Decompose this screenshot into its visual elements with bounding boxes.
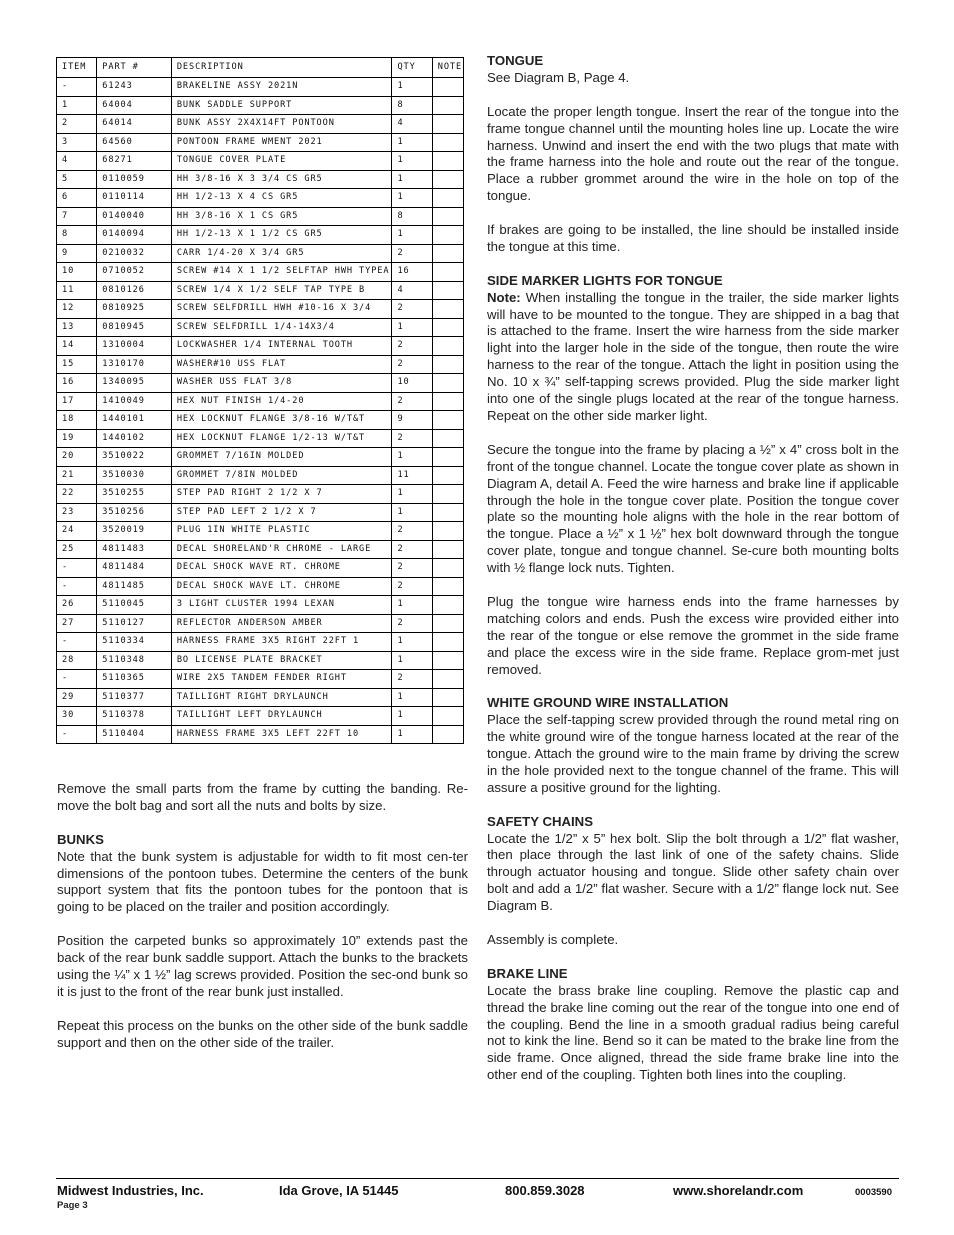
note-cell — [432, 429, 463, 448]
item-cell: 13 — [57, 318, 97, 337]
qty-cell: 1 — [392, 133, 432, 152]
item-cell: 24 — [57, 522, 97, 541]
description-cell: HEX LOCKNUT FLANGE 3/8-16 W/T&T — [171, 411, 392, 430]
qty-cell: 2 — [392, 392, 432, 411]
header-item: ITEM — [57, 58, 97, 78]
safety-chains-paragraph: Locate the 1/2” x 5” hex bolt. Slip the bolt through a 1/2” flat washer, then place through the last link of one of the safety chains. Slide through actuator housing and tongue. Slide other safety chain over bolt and add a 1/2” flat washer. Secure with a 1/2” flange lock nut. See Diagram B. — [487, 830, 899, 914]
part-number-cell: 0110059 — [97, 170, 172, 189]
table-row — [57, 281, 464, 300]
table-row — [57, 115, 464, 134]
table-row — [57, 318, 464, 337]
part-number-cell: 0210032 — [97, 244, 172, 263]
description-cell: SCREW SELFDRILL HWH #10-16 X 3/4 — [171, 300, 392, 319]
qty-cell: 10 — [392, 374, 432, 393]
item-cell: 17 — [57, 392, 97, 411]
table-row — [57, 485, 464, 504]
tongue-paragraph-1: Locate the proper length tongue. Insert the rear of the tongue into the frame tongue channel until the mounting holes line up. Locate the wire harness. Unwind and insert the end with the two plugs that mate with the frame harness into the hole and route out the rear of the tongue. Place a rubber grommet around the wire in the hole on top of the tongue. — [487, 103, 899, 204]
qty-cell: 1 — [392, 651, 432, 670]
side-marker-paragraph-2: Secure the tongue into the frame by placing a ½” x 4” cross bolt in the front of the tongue channel. Locate the tongue cover plate as shown in Diagram A, detail A. Feed the wire harness and brake line if applicable through the hole in the tongue cover plate. Position the tongue cover plate so the mounting hole aligns with the hole in the rear bottom of the tongue. Place a ½” x 1 ½” hex bolt downward through the tongue cover plate, tongue and tongue channel. Se-cure both mounting bolts with ½ flange lock nuts. Tighten. — [487, 441, 899, 576]
item-cell: 22 — [57, 485, 97, 504]
part-number-cell: 4811485 — [97, 577, 172, 596]
note-cell — [432, 707, 463, 726]
table-row — [57, 300, 464, 319]
qty-cell: 2 — [392, 337, 432, 356]
table-row — [57, 651, 464, 670]
note-cell — [432, 318, 463, 337]
item-cell: 1 — [57, 96, 97, 115]
description-cell: BUNK ASSY 2X4X14FT PONTOON — [171, 115, 392, 134]
part-number-cell: 68271 — [97, 152, 172, 171]
note-cell — [432, 614, 463, 633]
item-cell: 29 — [57, 688, 97, 707]
note-cell — [432, 263, 463, 282]
description-cell: DECAL SHORELAND'R CHROME - LARGE — [171, 540, 392, 559]
table-row — [57, 448, 464, 467]
item-cell: 16 — [57, 374, 97, 393]
brake-line-paragraph: Locate the brass brake line coupling. Remove the plastic cap and thread the brake line coming out the rear of the tongue into one end of the coupling. Bend the line in a smooth gradual radius being careful not to kink the line. Bend so it can be mated to the brake line from the side frame. Once aligned, thread the side frame brake line into the other end of the coupling. Tighten both lines into the coupling. — [487, 982, 899, 1083]
note-cell — [432, 651, 463, 670]
part-number-cell: 1440101 — [97, 411, 172, 430]
item-cell: 14 — [57, 337, 97, 356]
qty-cell: 2 — [392, 577, 432, 596]
table-row — [57, 540, 464, 559]
tongue-diagram-ref: See Diagram B, Page 4. — [487, 69, 630, 85]
qty-cell: 2 — [392, 614, 432, 633]
qty-cell: 1 — [392, 707, 432, 726]
table-row — [57, 355, 464, 374]
description-cell: SCREW SELFDRILL 1/4-14X3/4 — [171, 318, 392, 337]
item-cell: - — [57, 78, 97, 97]
table-row — [57, 96, 464, 115]
description-cell: BUNK SADDLE SUPPORT — [171, 96, 392, 115]
note-cell — [432, 411, 463, 430]
item-cell: 27 — [57, 614, 97, 633]
item-cell: 23 — [57, 503, 97, 522]
note-cell — [432, 577, 463, 596]
page-number: Page 3 — [57, 1200, 88, 1211]
qty-cell: 8 — [392, 96, 432, 115]
bunks-paragraph-1: Note that the bunk system is adjustable for width to fit most cen-ter dimensions of the pontoon tubes. Determine the centers of the bunk support system that fits the pontoon tubes for the pontoon that is going to be placed on the trailer and position accordingly. — [57, 848, 468, 915]
qty-cell: 8 — [392, 207, 432, 226]
item-cell: 6 — [57, 189, 97, 208]
part-number-cell: 0710052 — [97, 263, 172, 282]
qty-cell: 2 — [392, 670, 432, 689]
item-cell: 10 — [57, 263, 97, 282]
description-cell: 3 LIGHT CLUSTER 1994 LEXAN — [171, 596, 392, 615]
description-cell: LOCKWASHER 1/4 INTERNAL TOOTH — [171, 337, 392, 356]
note-label: Note: — [487, 289, 521, 305]
description-cell: HARNESS FRAME 3X5 LEFT 22FT 10 — [171, 725, 392, 744]
bunks-paragraph-2: Position the carpeted bunks so approximately 10” extends past the back of the rear bunk saddle support. Attach the bunks to the brackets using the ¼” x 1 ½” lag screws provided. Position the sec-ond bunk so it is just to the front of the rear bunk just installed. — [57, 933, 468, 999]
item-cell: - — [57, 725, 97, 744]
item-cell: - — [57, 577, 97, 596]
qty-cell: 4 — [392, 115, 432, 134]
part-number-cell: 3510255 — [97, 485, 172, 504]
footer-city: Ida Grove, IA 51445 — [279, 1183, 399, 1198]
description-cell: CARR 1/4-20 X 3/4 GR5 — [171, 244, 392, 263]
header-qty: QTY — [392, 58, 432, 78]
description-cell: STEP PAD LEFT 2 1/2 X 7 — [171, 503, 392, 522]
note-cell — [432, 503, 463, 522]
right-text-column — [487, 53, 899, 1101]
qty-cell: 2 — [392, 429, 432, 448]
safety-chains-heading: SAFETY CHAINS — [487, 813, 594, 829]
description-cell: HH 3/8-16 X 3 3/4 CS GR5 — [171, 170, 392, 189]
note-cell — [432, 448, 463, 467]
item-cell: 8 — [57, 226, 97, 245]
tongue-heading: TONGUE — [487, 53, 544, 68]
note-cell — [432, 392, 463, 411]
table-row — [57, 244, 464, 263]
item-cell: 15 — [57, 355, 97, 374]
header-note: NOTE — [432, 58, 463, 78]
note-cell — [432, 485, 463, 504]
description-cell: PLUG 1IN WHITE PLASTIC — [171, 522, 392, 541]
side-marker-heading: SIDE MARKER LIGHTS FOR TONGUE — [487, 272, 723, 288]
part-number-cell: 0140094 — [97, 226, 172, 245]
description-cell: GROMMET 7/8IN MOLDED — [171, 466, 392, 485]
part-number-cell: 5110365 — [97, 670, 172, 689]
table-row — [57, 559, 464, 578]
table-row — [57, 263, 464, 282]
part-number-cell: 61243 — [97, 78, 172, 97]
bunks-paragraph-3: Repeat this process on the bunks on the other side of the bunk saddle support and then on the other side of the trailer. — [57, 1017, 468, 1050]
qty-cell: 1 — [392, 688, 432, 707]
item-cell: 28 — [57, 651, 97, 670]
description-cell: TONGUE COVER PLATE — [171, 152, 392, 171]
note-cell — [432, 300, 463, 319]
description-cell: BO LICENSE PLATE BRACKET — [171, 651, 392, 670]
description-cell: DECAL SHOCK WAVE RT. CHROME — [171, 559, 392, 578]
description-cell: WASHER USS FLAT 3/8 — [171, 374, 392, 393]
item-cell: 4 — [57, 152, 97, 171]
description-cell: BRAKELINE ASSY 2021N — [171, 78, 392, 97]
table-row — [57, 503, 464, 522]
qty-cell: 2 — [392, 300, 432, 319]
table-row — [57, 152, 464, 171]
part-number-cell: 5110377 — [97, 688, 172, 707]
item-cell: 2 — [57, 115, 97, 134]
table-row — [57, 466, 464, 485]
part-number-cell: 64004 — [97, 96, 172, 115]
note-cell — [432, 244, 463, 263]
note-cell — [432, 337, 463, 356]
part-number-cell: 64560 — [97, 133, 172, 152]
note-cell — [432, 78, 463, 97]
qty-cell: 1 — [392, 448, 432, 467]
description-cell: HEX LOCKNUT FLANGE 1/2-13 W/T&T — [171, 429, 392, 448]
intro-paragraph: Remove the small parts from the frame by cutting the banding. Re-move the bolt bag and sort all the nuts and bolts by size. — [57, 781, 468, 813]
qty-cell: 1 — [392, 170, 432, 189]
note-cell — [432, 189, 463, 208]
item-cell: 11 — [57, 281, 97, 300]
description-cell: HH 3/8-16 X 1 CS GR5 — [171, 207, 392, 226]
table-row — [57, 522, 464, 541]
table-row — [57, 670, 464, 689]
footer-phone: 800.859.3028 — [505, 1183, 585, 1198]
note-cell — [432, 466, 463, 485]
table-row — [57, 133, 464, 152]
brake-line-heading: BRAKE LINE — [487, 965, 568, 981]
part-number-cell: 0110114 — [97, 189, 172, 208]
description-cell: TAILLIGHT RIGHT DRYLAUNCH — [171, 688, 392, 707]
description-cell: PONTOON FRAME WMENT 2021 — [171, 133, 392, 152]
part-number-cell: 5110404 — [97, 725, 172, 744]
part-number-cell: 5110348 — [97, 651, 172, 670]
part-number-cell: 1310004 — [97, 337, 172, 356]
part-number-cell: 5110045 — [97, 596, 172, 615]
qty-cell: 1 — [392, 633, 432, 652]
table-row — [57, 411, 464, 430]
side-marker-paragraph-1 — [487, 290, 899, 425]
part-number-cell: 0810126 — [97, 281, 172, 300]
item-cell: - — [57, 633, 97, 652]
note-cell — [432, 670, 463, 689]
footer-doc-code: 0003590 — [855, 1187, 892, 1198]
footer-company: Midwest Industries, Inc. — [57, 1183, 204, 1198]
item-cell: 19 — [57, 429, 97, 448]
item-cell: 3 — [57, 133, 97, 152]
description-cell: REFLECTOR ANDERSON AMBER — [171, 614, 392, 633]
qty-cell: 11 — [392, 466, 432, 485]
qty-cell: 1 — [392, 503, 432, 522]
note-cell — [432, 115, 463, 134]
description-cell: HH 1/2-13 X 4 CS GR5 — [171, 189, 392, 208]
qty-cell: 2 — [392, 559, 432, 578]
part-number-cell: 3520019 — [97, 522, 172, 541]
qty-cell: 2 — [392, 355, 432, 374]
note-cell — [432, 133, 463, 152]
item-cell: 7 — [57, 207, 97, 226]
item-cell: 20 — [57, 448, 97, 467]
table-row — [57, 633, 464, 652]
tongue-paragraph-2: If brakes are going to be installed, the line should be installed inside the tongue at this time. — [487, 222, 899, 254]
part-number-cell: 5110334 — [97, 633, 172, 652]
table-row — [57, 614, 464, 633]
qty-cell: 1 — [392, 152, 432, 171]
parts-table-body — [57, 78, 464, 744]
part-number-cell: 1440102 — [97, 429, 172, 448]
header-part-number: PART # — [97, 58, 172, 78]
table-row — [57, 688, 464, 707]
table-row — [57, 577, 464, 596]
part-number-cell: 3510022 — [97, 448, 172, 467]
item-cell: 9 — [57, 244, 97, 263]
qty-cell: 4 — [392, 281, 432, 300]
table-row — [57, 207, 464, 226]
item-cell: 26 — [57, 596, 97, 615]
note-cell — [432, 152, 463, 171]
part-number-cell: 64014 — [97, 115, 172, 134]
part-number-cell: 3510256 — [97, 503, 172, 522]
qty-cell: 1 — [392, 189, 432, 208]
ground-wire-paragraph: Place the self-tapping screw provided through the round metal ring on the white ground wire of the tongue harness located at the rear of the tongue. Attach the ground wire to the main frame by driving the screw in the hole provided next to the tongue channel of the frame. This will assure a positive ground for the lighting. — [487, 712, 899, 795]
item-cell: 5 — [57, 170, 97, 189]
qty-cell: 2 — [392, 244, 432, 263]
header-description: DESCRIPTION — [171, 58, 392, 78]
item-cell: - — [57, 559, 97, 578]
part-number-cell: 5110378 — [97, 707, 172, 726]
assembly-complete-text: Assembly is complete. — [487, 932, 619, 947]
item-cell: - — [57, 670, 97, 689]
part-number-cell: 0810945 — [97, 318, 172, 337]
qty-cell: 16 — [392, 263, 432, 282]
footer-divider — [56, 1178, 899, 1179]
note-cell — [432, 540, 463, 559]
qty-cell: 1 — [392, 485, 432, 504]
table-row — [57, 337, 464, 356]
parts-list-table — [56, 57, 464, 744]
note-cell — [432, 559, 463, 578]
note-cell — [432, 207, 463, 226]
footer-website: www.shorelandr.com — [673, 1183, 804, 1198]
table-row — [57, 170, 464, 189]
bunks-heading: BUNKS — [57, 831, 104, 847]
qty-cell: 1 — [392, 596, 432, 615]
table-row — [57, 78, 464, 97]
description-cell: GROMMET 7/16IN MOLDED — [171, 448, 392, 467]
description-cell: STEP PAD RIGHT 2 1/2 X 7 — [171, 485, 392, 504]
qty-cell: 1 — [392, 78, 432, 97]
note-cell — [432, 633, 463, 652]
qty-cell: 1 — [392, 318, 432, 337]
qty-cell: 9 — [392, 411, 432, 430]
part-number-cell: 4811483 — [97, 540, 172, 559]
left-text-column — [57, 781, 468, 1068]
table-row — [57, 226, 464, 245]
table-row — [57, 596, 464, 615]
note-cell — [432, 226, 463, 245]
description-cell: SCREW 1/4 X 1/2 SELF TAP TYPE B — [171, 281, 392, 300]
table-row — [57, 189, 464, 208]
part-number-cell: 0810925 — [97, 300, 172, 319]
note-cell — [432, 170, 463, 189]
item-cell: 25 — [57, 540, 97, 559]
note-cell — [432, 374, 463, 393]
side-marker-note-text: When installing the tongue in the trailer, the side marker lights will have to be mounted to the tongue. They are shipped in a bag that is attached to the frame. Insert the wire harness from the side marker light into the larger hole in the side of the tongue, then route the wire harness to the rear of the tongue. Attach the light in position using the No. 10 x ¾” self-tapping screws provided. Plug the side marker light into one of the single plugs located at the rear of the tongue harness. Repeat on the other side marker light. — [487, 289, 899, 423]
part-number-cell: 3510030 — [97, 466, 172, 485]
description-cell: SCREW #14 X 1 1/2 SELFTAP HWH TYPEA — [171, 263, 392, 282]
note-cell — [432, 725, 463, 744]
part-number-cell: 5110127 — [97, 614, 172, 633]
item-cell: 18 — [57, 411, 97, 430]
qty-cell: 1 — [392, 725, 432, 744]
part-number-cell: 1310170 — [97, 355, 172, 374]
item-cell: 30 — [57, 707, 97, 726]
description-cell: WIRE 2X5 TANDEM FENDER RIGHT — [171, 670, 392, 689]
table-row — [57, 374, 464, 393]
qty-cell: 2 — [392, 522, 432, 541]
item-cell: 12 — [57, 300, 97, 319]
note-cell — [432, 596, 463, 615]
part-number-cell: 0140040 — [97, 207, 172, 226]
description-cell: HEX NUT FINISH 1/4-20 — [171, 392, 392, 411]
table-row — [57, 707, 464, 726]
table-row — [57, 429, 464, 448]
note-cell — [432, 281, 463, 300]
description-cell: HARNESS FRAME 3X5 RIGHT 22FT 1 — [171, 633, 392, 652]
description-cell: TAILLIGHT LEFT DRYLAUNCH — [171, 707, 392, 726]
part-number-cell: 4811484 — [97, 559, 172, 578]
note-cell — [432, 688, 463, 707]
note-cell — [432, 96, 463, 115]
qty-cell: 2 — [392, 540, 432, 559]
ground-wire-heading: WHITE GROUND WIRE INSTALLATION — [487, 695, 729, 711]
description-cell: DECAL SHOCK WAVE LT. CHROME — [171, 577, 392, 596]
description-cell: WASHER#10 USS FLAT — [171, 355, 392, 374]
part-number-cell: 1340095 — [97, 374, 172, 393]
qty-cell: 1 — [392, 226, 432, 245]
note-cell — [432, 355, 463, 374]
table-row — [57, 392, 464, 411]
side-marker-paragraph-3: Plug the tongue wire harness ends into the frame harnesses by matching colors and ends. Push the excess wire provided either into the rear of the tongue or else remove the grommet in the side frame and place the excess wire in the side frame. Replace grom-met just removed. — [487, 593, 899, 677]
item-cell: 21 — [57, 466, 97, 485]
part-number-cell: 1410049 — [97, 392, 172, 411]
note-cell — [432, 522, 463, 541]
table-row — [57, 725, 464, 744]
description-cell: HH 1/2-13 X 1 1/2 CS GR5 — [171, 226, 392, 245]
table-header-row — [57, 58, 464, 78]
